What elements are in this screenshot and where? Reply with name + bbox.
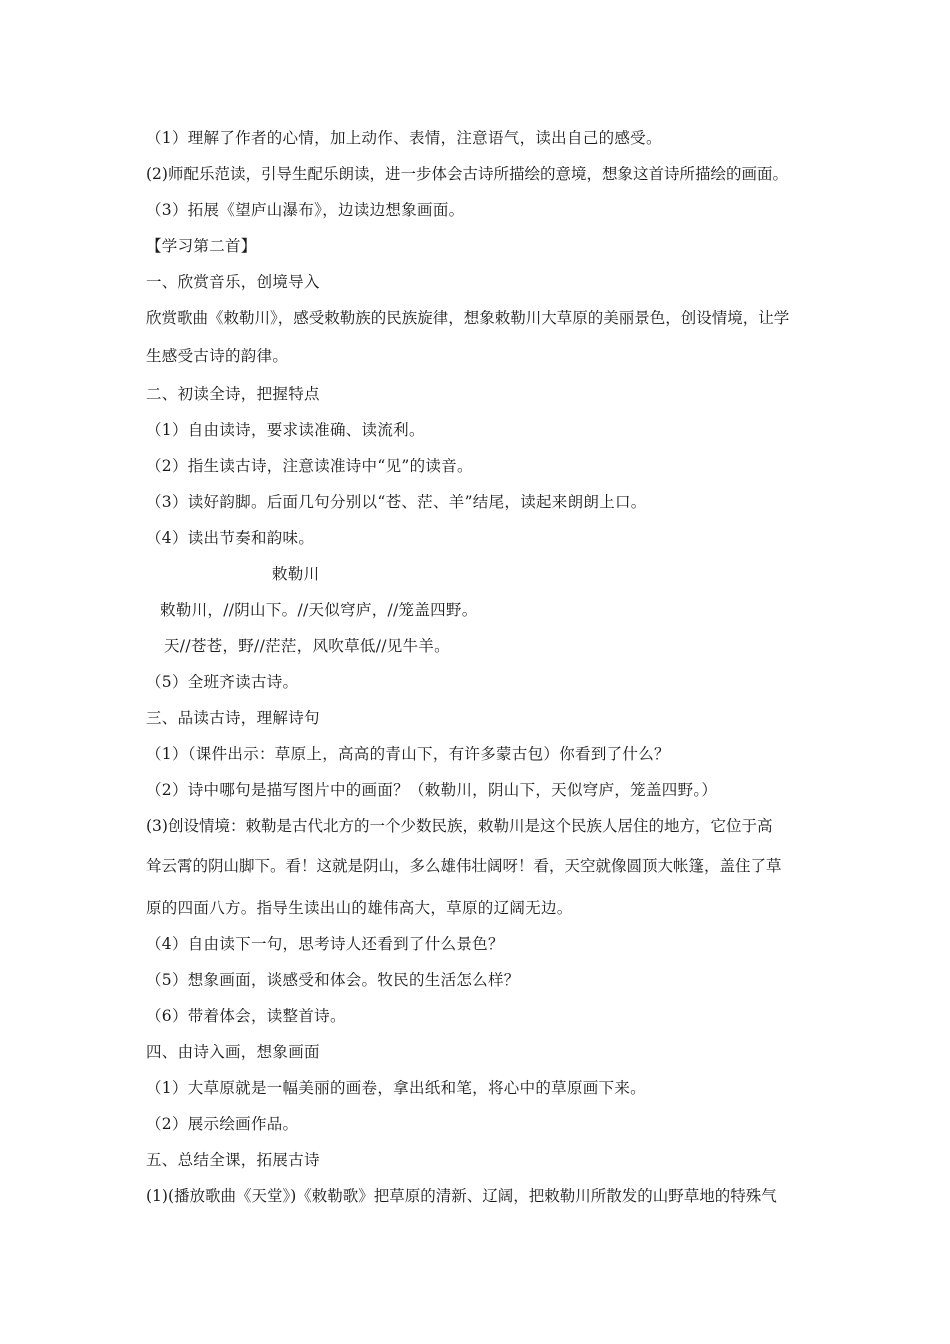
text-line: （2）展示绘画作品。 [146,1115,299,1133]
text-line: （6）带着体会，读整首诗。 [146,1007,346,1025]
poem-title: 敕勒川 [272,565,320,583]
text-line: （5）全班齐读古诗。 [146,673,299,691]
text-line: （1）（课件出示：草原上，高高的青山下，有许多蒙古包）你看到了什么？ [146,745,670,763]
poem-line: 敕勒川，//阴山下。//天似穹庐，//笼盖四野。 [160,601,478,619]
text-line: （3）读好韵脚。后面几句分别以“苍、茫、羊”结尾，读起来朗朗上口。 [146,493,647,511]
text-line: (3)创设情境：敕勒是古代北方的一个少数民族，敕勒川是这个民族人居住的地方，它位于高 [146,817,773,835]
text-line: （3）拓展《望庐山瀑布》，边读边想象画面。 [146,201,465,219]
text-line: （2）指生读古诗，注意读准诗中“见”的读音。 [146,457,473,475]
text-line: （1）大草原就是一幅美丽的画卷，拿出纸和笔，将心中的草原画下来。 [146,1079,646,1097]
text-line: 生感受古诗的韵律。 [146,347,289,365]
section-heading: 【学习第二首】 [146,237,257,255]
text-line: （2）诗中哪句是描写图片中的画面？（敕勒川，阴山下，天似穹庐，笼盖四野。） [146,781,718,799]
text-line: 原的四面八方。指导生读出山的雄伟高大，草原的辽阔无边。 [146,899,573,917]
section-heading: 五、总结全课，拓展古诗 [146,1151,320,1169]
text-line: （4）读出节奏和韵味。 [146,529,315,547]
section-heading: 三、品读古诗，理解诗句 [146,709,320,727]
text-line: （4）自由读下一句，思考诗人还看到了什么景色？ [146,935,504,953]
section-heading: 二、初读全诗，把握特点 [146,385,320,403]
text-line: （1）理解了作者的心情，加上动作、表情，注意语气，读出自己的感受。 [146,129,662,147]
section-heading: 四、由诗入画，想象画面 [146,1043,320,1061]
text-line: 耸云霄的阴山脚下。看！这就是阴山，多么雄伟壮阔呀！看，天空就像圆顶大帐篷，盖住了草 [146,857,782,875]
text-line: 欣赏歌曲《敕勒川》，感受敕勒族的民族旋律，想象敕勒川大草原的美丽景色，创设情境，让学 [146,309,790,327]
text-line: （1）自由读诗，要求读准确、读流利。 [146,421,425,439]
text-line: (2)师配乐范读，引导生配乐朗读，进一步体会古诗所描绘的意境，想象这首诗所描绘的画面。 [146,165,788,183]
section-heading: 一、欣赏音乐，创境导入 [146,273,320,291]
text-line: （5）想象画面，谈感受和体会。牧民的生活怎么样？ [146,971,520,989]
text-line: (1)(播放歌曲《天堂》)《敕勒歌》把草原的清新、辽阔，把敕勒川所散发的山野草地的特殊气 [146,1187,777,1205]
poem-line: 天//苍苍，野//茫茫，风吹草低//见牛羊。 [164,637,450,655]
